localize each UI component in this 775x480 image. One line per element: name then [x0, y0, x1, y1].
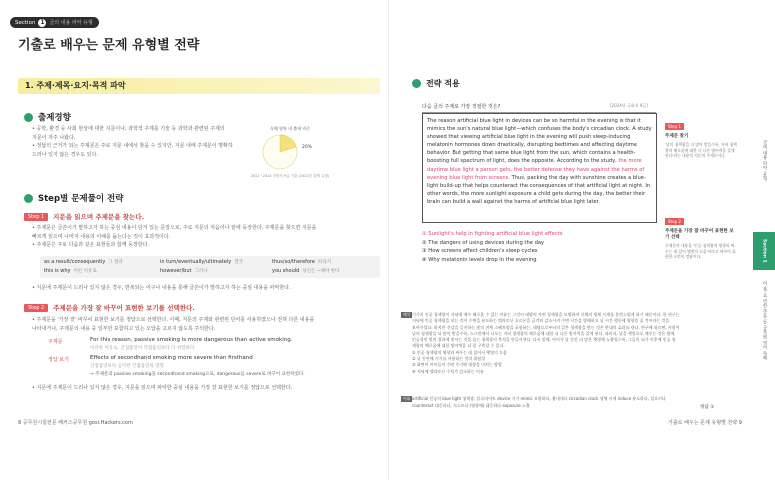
option-2[interactable]: ② The dangers of using devices during the day [422, 239, 545, 246]
explain-line: 저녁에 인공 청색광을 보는 것이 수면을 유도하는 멜라토닌 호르몬을 급격히 감소시켜 수면 시간을 방해하고 낮 시간 행동에 영향을 줄 것이라는 것을 [412, 318, 670, 324]
step1-title: 지문을 읽으며 주제문을 찾는다. [53, 213, 145, 221]
example-translation-2: 간접흡연보다 심각한 간접흡연의 영향 [90, 364, 164, 369]
side-step2-title: 주제문을 가장 잘 바꾸어 표현한 보기 선택 [665, 229, 734, 240]
explain-line: ① 인공 청색광의 영향과 싸우는 데 있어서 햇빛의 도움 [412, 349, 507, 355]
phrase-item: in turn/eventually/ultimately 결국 [160, 259, 243, 265]
passage-topic-sentence: the more daytime blue light a person gets, the better defense they have against the harms of evening blue light from screens. [427, 158, 645, 181]
pie-chart-svg [240, 130, 340, 176]
trend-heading [24, 111, 71, 123]
passage-text: Thus, packing the day with sunshine creates a blue-light build-up that helps counteract the consequences of that artificial light at night. In other words, the more sunlight exposure a child gets during the day, the better their brain can build a wall against the harms of artificial blue light later. [427, 174, 651, 205]
step2-note: • 지문에 주제문이 드러나 있지 않은 경우, 지문을 읽으며 파악한 중심 내용을 가장 잘 표현한 보기를 정답으로 선택한다. [32, 385, 293, 391]
example-sentence-2: Effects of secondhand smoking more severe than firsthand [90, 355, 253, 361]
side-step2 [665, 208, 737, 260]
step1-line: • 주제문은 글쓴이가 말하고자 하는 중심 내용이 담겨 있는 문장으로, 주로 지문의 처음이나 끝에 등장한다. 주제문을 찾으면 지문을 [32, 225, 317, 231]
tab-label: 이·목·요 빈칸 추론 등 공무원 영어 독해 [762, 280, 767, 360]
step1-line: 빠르게 읽으며 나머지 내용의 이해를 돕는다는 것이 효과적이다. [32, 233, 171, 240]
explain-line: ④ 저녁에 멜라토닌 수치가 감소하는 이유 [412, 368, 484, 374]
option-4[interactable]: ④ Why melatonin levels drop in the evening [422, 256, 537, 263]
explain-line: 색광의 해로움에 대한 방어벽을 더 잘 구축할 수 있다. [412, 343, 505, 349]
phrase-item: thus/so/therefore 따라서 [272, 259, 332, 265]
option-3[interactable]: ③ How screens affect children's sleep cycles [422, 248, 538, 254]
bullet-dot-icon [24, 113, 33, 122]
explain-line: 기기의 인공 청색광이 저녁에 매우 해로울 수 있는 이유는 그것이 태양의 자연 청색광을 모방하여 신체의 생체 시계를 혼란스럽게 하기 때문이다. 한 연구는 [412, 312, 680, 317]
section-badge [10, 17, 99, 28]
column-divider [388, 0, 389, 480]
explain-line: 낮의 청색광을 더 많이 받을수록, 스크린에서 나오는 저녁 청색광의 해로움에 대한 더 나은 방어력을 갖게 된다. 따라서, 낮을 햇빛으로 채우는 것은 밤에 [412, 330, 675, 336]
answer-options [422, 230, 657, 264]
step2-text [32, 316, 382, 333]
strategy-heading-text: Step별 문제풀이 전략 [38, 194, 124, 204]
tab-label: Section 1 [761, 239, 767, 263]
trend-line: 지문이 자주 나왔다. [32, 134, 76, 141]
side-step1-title: 주제문 찾기 [665, 134, 689, 139]
step2-line: • 주제문을 '가장 잘' 바꾸어 표현한 보기를 정답으로 선택한다. 이때, 지문의 주제와 관련된 단어를 사용하였으나 전혀 다른 내용을 [32, 317, 315, 323]
passage-text: The reason artificial blue light in devices can be so harmful in the evening is that it mimics the sun's natural blue light—which confuses the body's circadian clock. A study showed that viewing artificial blue light in the evening will push sleep-inducing melatonin hormones down drastically, disrupting bedtimes and affecting daytime behavior. But getting that same blue light from the sun, which contains a health-boosting full spectrum of light, does the opposite. According to the study, [427, 118, 652, 165]
example-label-2: 정답 보기 [48, 357, 69, 363]
phrase-item: as a result/consequently 그 결과 [44, 259, 123, 265]
chart-caption: 2021~2024 지방직 9급 기출 (2022년 출제 유형) [250, 174, 330, 178]
strategy-heading [24, 192, 123, 204]
trend-heading-text: 출제경향 [38, 113, 71, 123]
side-step1-body: '낮의 청색광을 더 많이 받을수록, 저녁 청색광의 해로움에 대한 더 나은 방어력을 갖게 된다'라는 내용의 지문의 주제문이다. [665, 142, 737, 158]
phrase-item: you should 당신은 ~해야 한다 [272, 268, 340, 274]
explain-line: 인공적인 빛의 결과에 맞서는 것을 돕는 청색광의 축적을 만들어낸다. 다시 말해, 아이가 낮 동안 더 많은 햇빛에 노출될수록, 그들의 뇌가 이후에 인공 청 [412, 337, 676, 343]
step2-line: 나타내거나, 주제문의 내용 중 일부만 포함하고 있는 오답을 고르지 않도록 주의한다. [32, 325, 216, 332]
step1-text [32, 224, 382, 250]
trend-text [32, 125, 237, 159]
side-step2-body: 주제문의 내용을 '인공 청색광의 영향과 싸우는 데 있어 햇빛의 도움'이라고 바꾸어 표현한 ①번이 정답이다. [665, 243, 736, 259]
reading-passage [422, 113, 657, 223]
step1-tag: Step 1 [24, 213, 48, 221]
side-step1 [665, 113, 737, 159]
step2-label [24, 303, 195, 312]
example-translation-1: 이러한 이유로, 간접흡연이 직접흡연보다 더 위험하다. [90, 346, 196, 351]
topic-title: 1. 주제·제목·요지·목적 파악 [25, 81, 126, 90]
vocabulary [412, 396, 742, 410]
explain-line: ② 낮 동안에 기기를 사용하는 것의 위험성 [412, 356, 486, 362]
explanation [412, 312, 742, 375]
bullet-dot-icon [24, 194, 33, 203]
tab-label: 글의 내용 파악 유형 [762, 139, 767, 181]
step1-line: • 주제문은 주로 다음과 같은 표현들과 함께 등장한다. [32, 242, 150, 249]
vocab-line: counteract 대응하다, 거스르다 (영향에) 대응하다 exposure 노출 [412, 402, 530, 408]
share-chart [240, 126, 340, 180]
page-title: 기출로 배우는 문제 유형별 전략 [18, 38, 200, 53]
explain-line: ③ 화면이 아이들의 수면 주기에 영향을 미치는 방법 [412, 362, 502, 368]
phrase-item: this is why 이런 이유로 [44, 268, 97, 274]
apply-heading [412, 78, 460, 89]
side-tab-category[interactable] [753, 130, 775, 190]
apply-heading-text: 전략 적용 [426, 79, 460, 88]
example-sentence-1: For this reason, passive smoking is more dangerous than active smoking. [90, 337, 293, 343]
phrase-box [40, 256, 380, 278]
bullet-dot-icon [412, 79, 421, 88]
side-tab-section[interactable] [753, 232, 775, 270]
chart-title: 독해 영역 내 출제 비중 [270, 126, 310, 131]
chart-percent-label: 20% [302, 145, 313, 150]
question-source: [2024년 국회직 9급] [610, 103, 648, 108]
phrase-item: however/but 그러나 [160, 268, 208, 274]
footer-right: 기출로 배우는 문제 유형별 전략 9 [668, 420, 742, 426]
step1-note: • 지문에 주제문이 드러나 있지 않은 경우, 반복되는 어구나 내용을 통해 글쓴이가 말하고자 하는 중심 내용을 파악한다. [32, 285, 291, 291]
step2-tag: Step 2 [24, 304, 48, 312]
side-tab-topic[interactable] [753, 275, 775, 365]
answer-label: 정답 ① [700, 405, 715, 410]
vocab-tag: 어휘 [403, 396, 411, 401]
section-subtitle: 글의 내용 파악 유형 [49, 20, 93, 26]
step2-title: 주제문을 가장 잘 바꾸어 표현한 보기를 선택한다. [53, 304, 195, 312]
section-label: Section [15, 19, 36, 26]
example-note: → 주제문의 passive smoking을 secondhand smoking으로, dangerous를 severe로 바꾸어 표현하였다. [90, 372, 305, 377]
section-number: 1 [40, 18, 45, 26]
trend-line: • 정답의 근거가 되는 주제문은 주로 지문 내에서 찾을 수 있지만, 지문 내에 주제문이 명확하 [32, 143, 233, 150]
side-step1-tag: Step 1 [665, 123, 684, 130]
trend-line: 드러나 있지 않은 경우도 있다. [32, 151, 98, 158]
explain-tag: 해석 [403, 312, 411, 317]
example-label-1: 주제문 [48, 339, 63, 345]
vocab-line: artificial 인공의 blue light 청색광, 블루라이트 device 기기 mimic 모방하다, 흉내내다 circadian clock 생체 시계 induce 유도하다, 일으키다 [412, 396, 666, 401]
step1-label [24, 212, 144, 221]
option-1[interactable]: ① Sunlight's help in fighting artificial blue light effects [422, 231, 563, 237]
explain-line: 보여주었다. 하지만 건강을 증진하는 빛의 전체 스펙트럼을 포함하는, 태양으로부터의 같은 청색광을 받는 것은 반대의 효과를 낸다. 연구에 따르면, 사람이 [412, 324, 680, 330]
trend-line: • 공학, 환경 등 사회 현상에 대한 지문이나, 과학적 주제를 기술 등 과학과 관련된 주제의 [32, 126, 225, 132]
side-step2-tag: Step 2 [665, 218, 684, 225]
footer-left: 8 공무원시험전문 해커스공무원 gosi.Hackers.com [18, 420, 133, 426]
topic-title-bar [18, 78, 380, 94]
question-text: 다음 글의 주제로 가장 적절한 것은? [422, 103, 656, 113]
